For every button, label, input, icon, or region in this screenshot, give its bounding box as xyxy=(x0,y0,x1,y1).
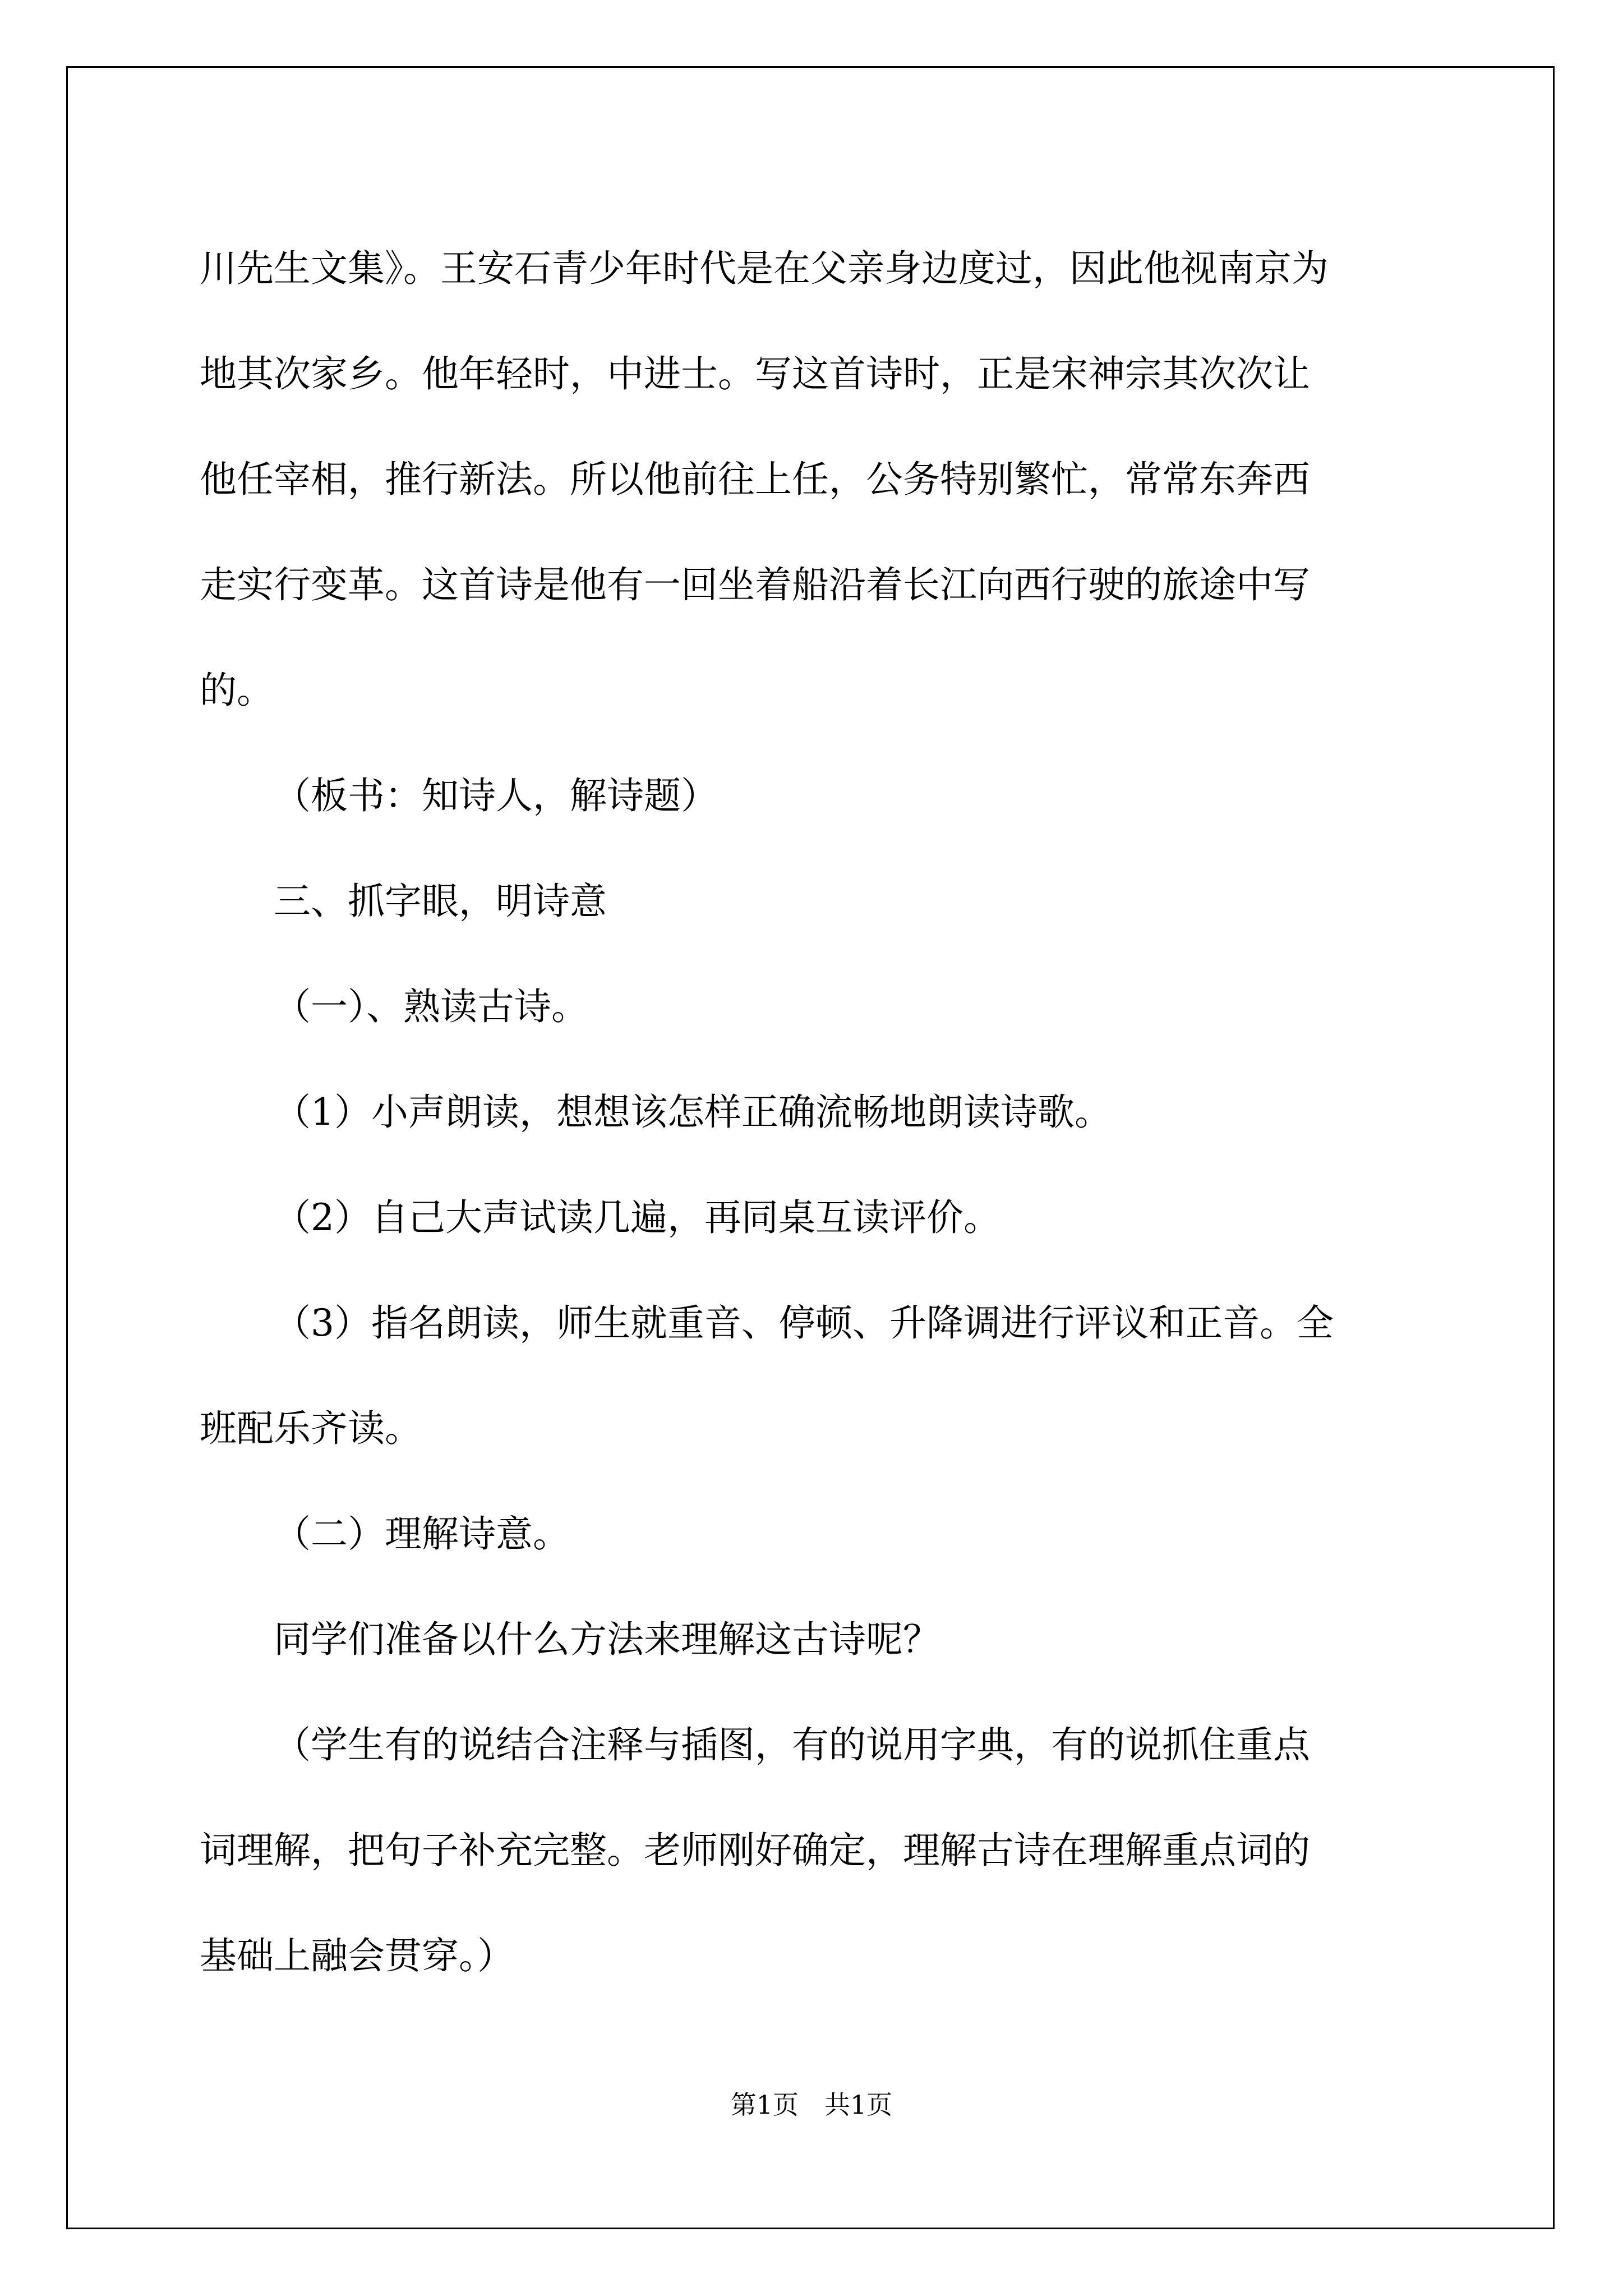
paragraph-line: 词理解，把句子补充完整。老师刚好确定，理解古诗在理解重点词的 xyxy=(200,1829,1310,1872)
paragraph-line: （学生有的说结合注释与插图，有的说用字典，有的说抓住重点 xyxy=(274,1723,1310,1766)
paragraph-line: 的。 xyxy=(200,669,274,712)
paragraph-line: 走实行变革。这首诗是他有一回坐着船沿着长江向西行驶的旅途中写 xyxy=(200,563,1310,606)
paragraph-line: 班配乐齐读。 xyxy=(200,1407,422,1450)
section-heading: 三、抓字眼，明诗意 xyxy=(274,880,607,923)
paragraph-line: 他任宰相，推行新法。所以他前往上任，公务特别繁忙，常常东奔西 xyxy=(200,458,1310,501)
subsection-heading: （一）、熟读古诗。 xyxy=(274,985,588,1028)
question-line: 同学们准备以什么方法来理解这古诗呢？ xyxy=(274,1618,940,1661)
document-body xyxy=(200,216,1433,2009)
blackboard-note: （板书：知诗人，解诗题） xyxy=(274,774,718,817)
page-number-footer: 第1页 共1页 xyxy=(730,2090,893,2120)
paragraph-line: 川先生文集》。王安石青少年时代是在父亲身边度过，因此他视南京为 xyxy=(200,247,1329,290)
subsection-heading: （二）理解诗意。 xyxy=(274,1512,570,1556)
step-item: （1）小声朗读，想想该怎样正确流畅地朗读诗歌。 xyxy=(274,1091,1112,1134)
paragraph-line: 基础上融会贯穿。） xyxy=(200,1934,514,1977)
step-item: （2）自己大声试读几遍，再同桌互读评价。 xyxy=(274,1196,1000,1239)
step-item: （3）指名朗读，师生就重音、停顿、升降调进行评议和正音。全 xyxy=(274,1301,1334,1345)
paragraph-line: 地其次家乡。他年轻时，中进士。写这首诗时，正是宋神宗其次次让 xyxy=(200,352,1310,395)
